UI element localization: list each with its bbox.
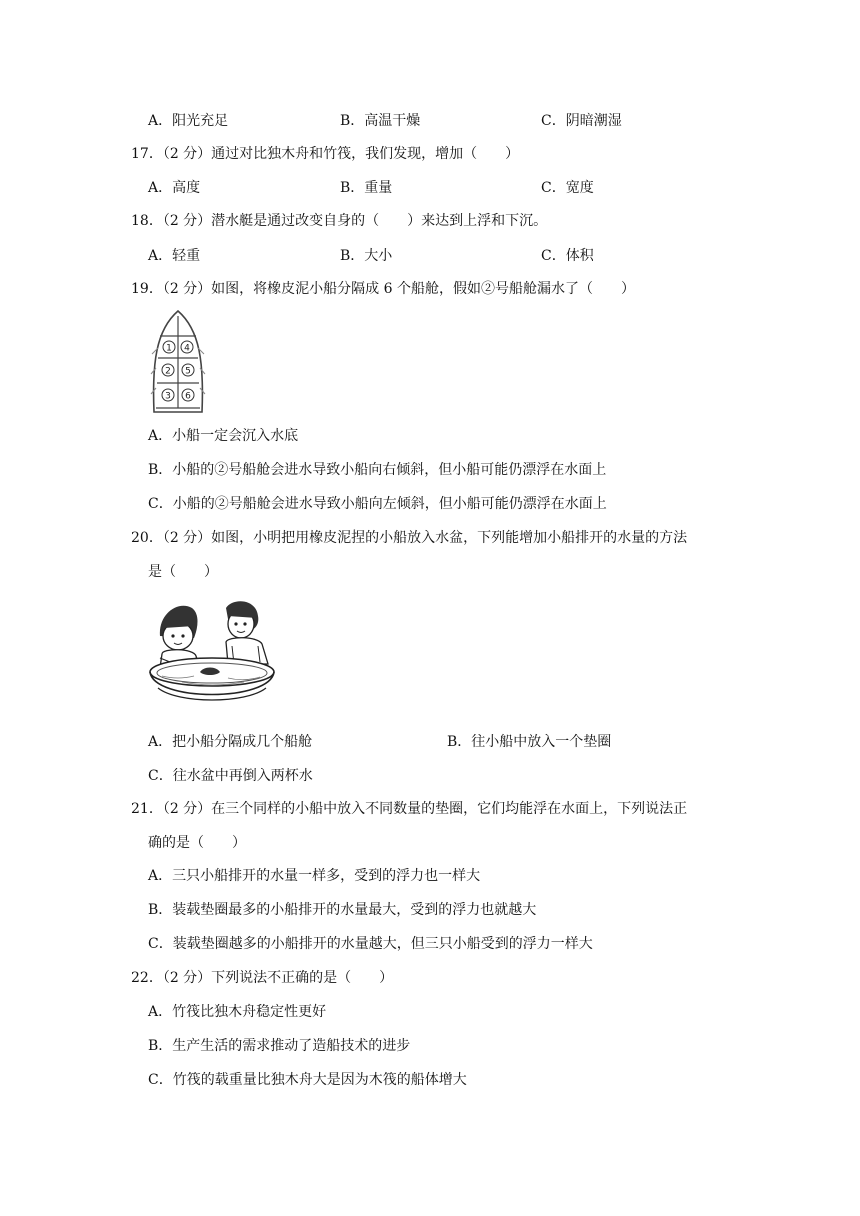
right-boy [226,601,268,664]
compartment-5-label: 5 [185,366,191,377]
water-basin [150,658,274,700]
q18-option-c: C．体积 [541,248,594,264]
q20-children-basin-figure [148,596,276,714]
q21-option-a: A．三只小船排开的水量一样多，受到的浮力也一样大 [148,868,481,884]
q20-option-b: B．往小船中放入一个垫圈 [447,734,612,750]
q22-stem: 22．（2 分）下列说法不正确的是（ ） [131,970,394,986]
q17-stem: 17．（2 分）通过对比独木舟和竹筏，我们发现，增加（ ） [131,146,520,162]
q22-option-b: B．生产生活的需求推动了造船技术的进步 [148,1038,411,1054]
compartment-1-label: 1 [166,343,172,354]
q19-stem: 19．（2 分）如图，将橡皮泥小船分隔成 6 个船舱，假如②号船舱漏水了（ ） [131,281,635,297]
q18-option-a: A．轻重 [148,248,201,264]
q20-option-a: A．把小船分隔成几个船舱 [148,734,313,750]
q20-stem-line1: 20．（2 分）如图，小明把用橡皮泥捏的小船放入水盆，下列能增加小船排开的水量的方法 [131,530,688,546]
q21-stem-line2: 确的是（ ） [148,835,246,851]
compartment-6-label: 6 [185,391,191,402]
q22-option-a: A．竹筏比独木舟稳定性更好 [148,1004,327,1020]
compartment-3-label: 3 [165,391,171,402]
q20-option-c: C．往水盆中再倒入两杯水 [148,768,313,784]
q19-option-a: A．小船一定会沉入水底 [148,428,299,444]
q19-boat-figure [148,308,208,416]
q18-option-b: B．大小 [340,248,393,264]
compartment-2-label: 2 [165,366,171,377]
q17-option-b: B．重量 [340,180,393,196]
q17-option-a: A．高度 [148,180,201,196]
q18-stem: 18．（2 分）潜水艇是通过改变自身的（ ）来达到上浮和下沉。 [131,213,548,229]
q21-option-b: B．装载垫圈最多的小船排开的水量最大，受到的浮力也就越大 [148,902,537,918]
q21-stem-line1: 21．（2 分）在三个同样的小船中放入不同数量的垫圈，它们均能浮在水面上，下列说法正 [131,801,688,817]
q21-option-c: C．装载垫圈越多的小船排开的水量越大，但三只小船受到的浮力一样大 [148,936,593,952]
compartment-4-label: 4 [184,343,190,354]
q20-stem-line2: 是（ ） [148,564,218,580]
q17-option-c: C．宽度 [541,180,594,196]
q22-option-c: C．竹筏的载重量比独木舟大是因为木筏的船体增大 [148,1072,467,1088]
q19-option-b: B．小船的②号船舱会进水导致小船向右倾斜，但小船可能仍漂浮在水面上 [148,462,607,478]
q16-option-c: C．阴暗潮湿 [541,113,622,129]
q16-option-a: A．阳光充足 [148,113,229,129]
q19-option-c: C．小船的②号船舱会进水导致小船向左倾斜，但小船可能仍漂浮在水面上 [148,496,607,512]
q16-option-b: B．高温干燥 [340,113,421,129]
